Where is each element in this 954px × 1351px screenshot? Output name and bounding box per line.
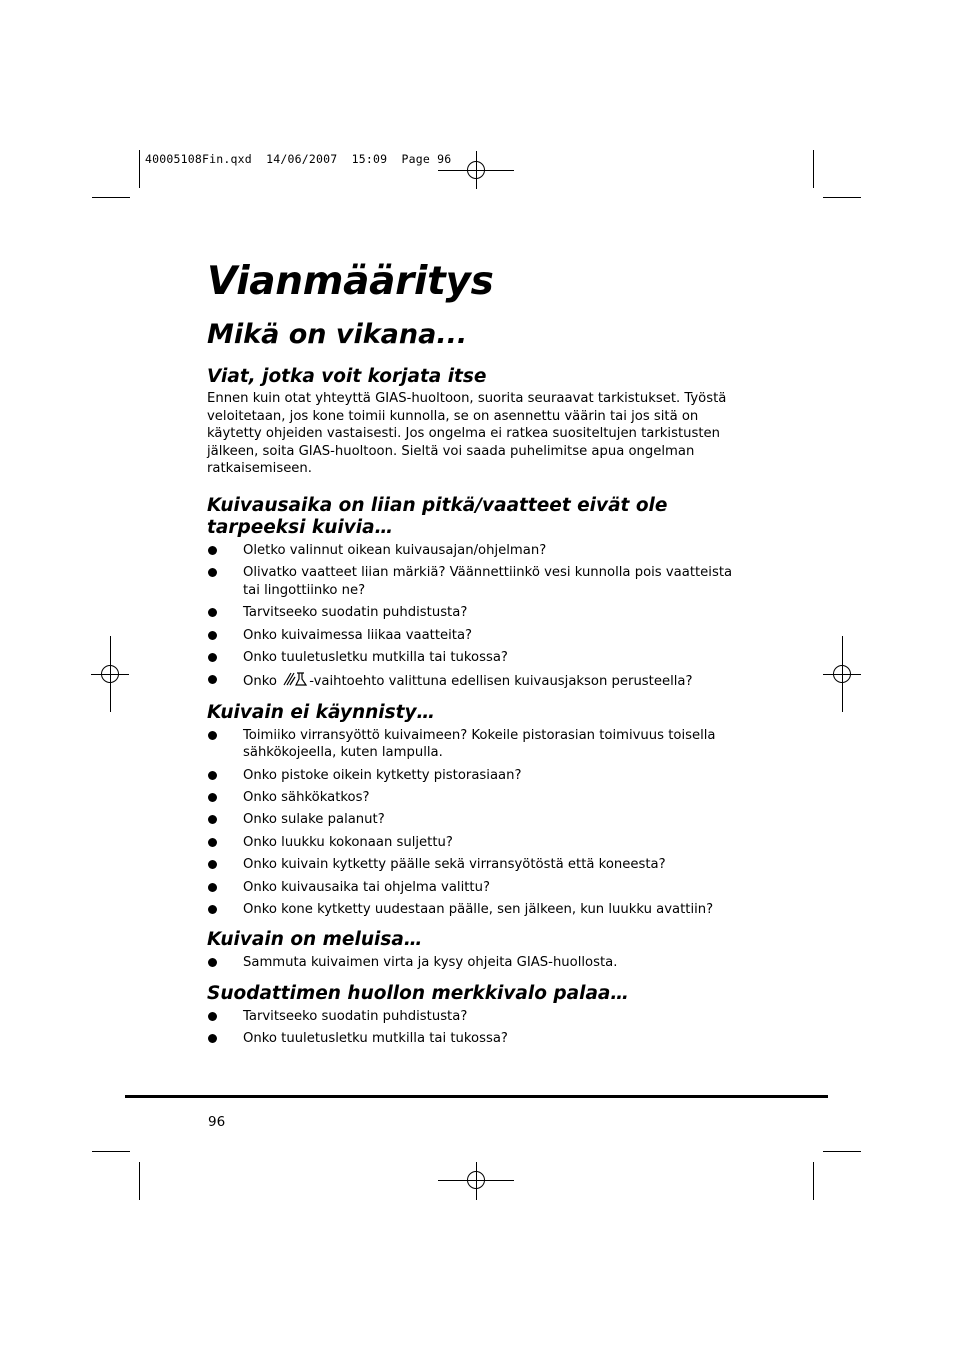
- list-item: Onko sulake palanut?: [207, 811, 752, 828]
- section-heading: Viat, jotka voit korjata itse: [207, 366, 487, 387]
- list-item: Oletko valinnut oikean kuivausajan/ohjelman?: [207, 542, 752, 559]
- section-heading: Kuivain on meluisa…: [207, 929, 423, 951]
- bullet-icon: [208, 653, 217, 662]
- intro-section: [207, 366, 752, 478]
- bullet-icon: [208, 815, 217, 824]
- section-drying-time: [207, 495, 752, 691]
- list-item: Olivatko vaatteet liian märkiä? Väännettiinkö vesi kunnolla pois vaatteista tai lingottiinko ne?: [207, 564, 752, 599]
- list-item: Onko sähkökatkos?: [207, 789, 752, 806]
- list-item: Onko kuivain kytketty päälle sekä virransyötöstä että koneesta?: [207, 856, 752, 873]
- list-item: Onko tuuletusletku mutkilla tai tukossa?: [207, 649, 752, 666]
- list-item: Onko kone kytketty uudestaan päälle, sen jälkeen, kun luukku avattiin?: [207, 901, 752, 918]
- bullet-icon: [208, 793, 217, 802]
- list-item: Sammuta kuivaimen virta ja kysy ohjeita GIAS-huollosta.: [207, 954, 752, 971]
- bullet-icon: [208, 675, 217, 684]
- list-item: Tarvitseeko suodatin puhdistusta?: [207, 604, 752, 621]
- list-item: Onko kuivausaika tai ohjelma valittu?: [207, 879, 752, 896]
- list-item: Onko kuivaimessa liikaa vaatteita?: [207, 627, 752, 644]
- bullet-icon: [208, 731, 217, 740]
- page-subtitle: Mikä on vikana...: [207, 319, 468, 350]
- list-item: Onko tuuletusletku mutkilla tai tukossa?: [207, 1030, 752, 1047]
- bullet-icon: [208, 546, 217, 555]
- page-number: 96: [208, 1114, 226, 1130]
- list-item: Toimiiko virransyöttö kuivaimeen? Kokeile pistorasian toimivuus toisella sähkökojeella, kuten lampulla.: [207, 727, 752, 762]
- page-content: [207, 256, 752, 1048]
- checklist: [207, 727, 752, 919]
- bullet-icon: [208, 1034, 217, 1043]
- bullet-icon: [208, 838, 217, 847]
- bullet-icon: [208, 860, 217, 869]
- list-item: Tarvitseeko suodatin puhdistusta?: [207, 1008, 752, 1025]
- section-heading: Kuivain ei käynnisty…: [207, 701, 436, 723]
- section-not-starting: [207, 702, 752, 919]
- section-filter-light: [207, 983, 752, 1048]
- footer-rule: [125, 1095, 828, 1098]
- section-heading: Kuivausaika on liian pitkä/vaatteet eivät ole tarpeeksi kuivia…: [207, 494, 668, 538]
- list-item: Onko -vaihtoehto valittuna edellisen kuivausjakson perusteella?: [207, 671, 752, 690]
- bullet-icon: [208, 1012, 217, 1021]
- intro-text: Ennen kuin otat yhteyttä GIAS-huoltoon, suorita seuraavat tarkistukset. Työstä veloitetaan, jos kone toimii kunnolla, se on asennettu väärin tai jos sitä on käytetty ohjeiden vastaisesti. Jos ongelma ei ratkea suositeltujen tarkistusten jälkeen, soita GIAS-huoltoon. Sieltä voi saada puhelimitse apua ongelman ratkaisemiseen.: [207, 391, 727, 477]
- bullet-icon: [208, 771, 217, 780]
- bullet-icon: [208, 568, 217, 577]
- bullet-icon: [208, 958, 217, 967]
- print-slug: 40005108Fin.qxd 14/06/2007 15:09 Page 96: [145, 152, 452, 166]
- list-item: Onko luukku kokonaan suljettu?: [207, 834, 752, 851]
- checklist: [207, 542, 752, 691]
- bullet-icon: [208, 905, 217, 914]
- checklist: [207, 954, 752, 971]
- bullet-icon: [208, 883, 217, 892]
- dryness-option-icon: [282, 671, 308, 687]
- section-heading: Suodattimen huollon merkkivalo palaa…: [207, 982, 629, 1004]
- checklist: [207, 1008, 752, 1048]
- bullet-icon: [208, 608, 217, 617]
- bullet-icon: [208, 631, 217, 640]
- page-title: Vianmääritys: [207, 259, 494, 304]
- list-item: Onko pistoke oikein kytketty pistorasiaan?: [207, 767, 752, 784]
- section-noisy: [207, 929, 752, 971]
